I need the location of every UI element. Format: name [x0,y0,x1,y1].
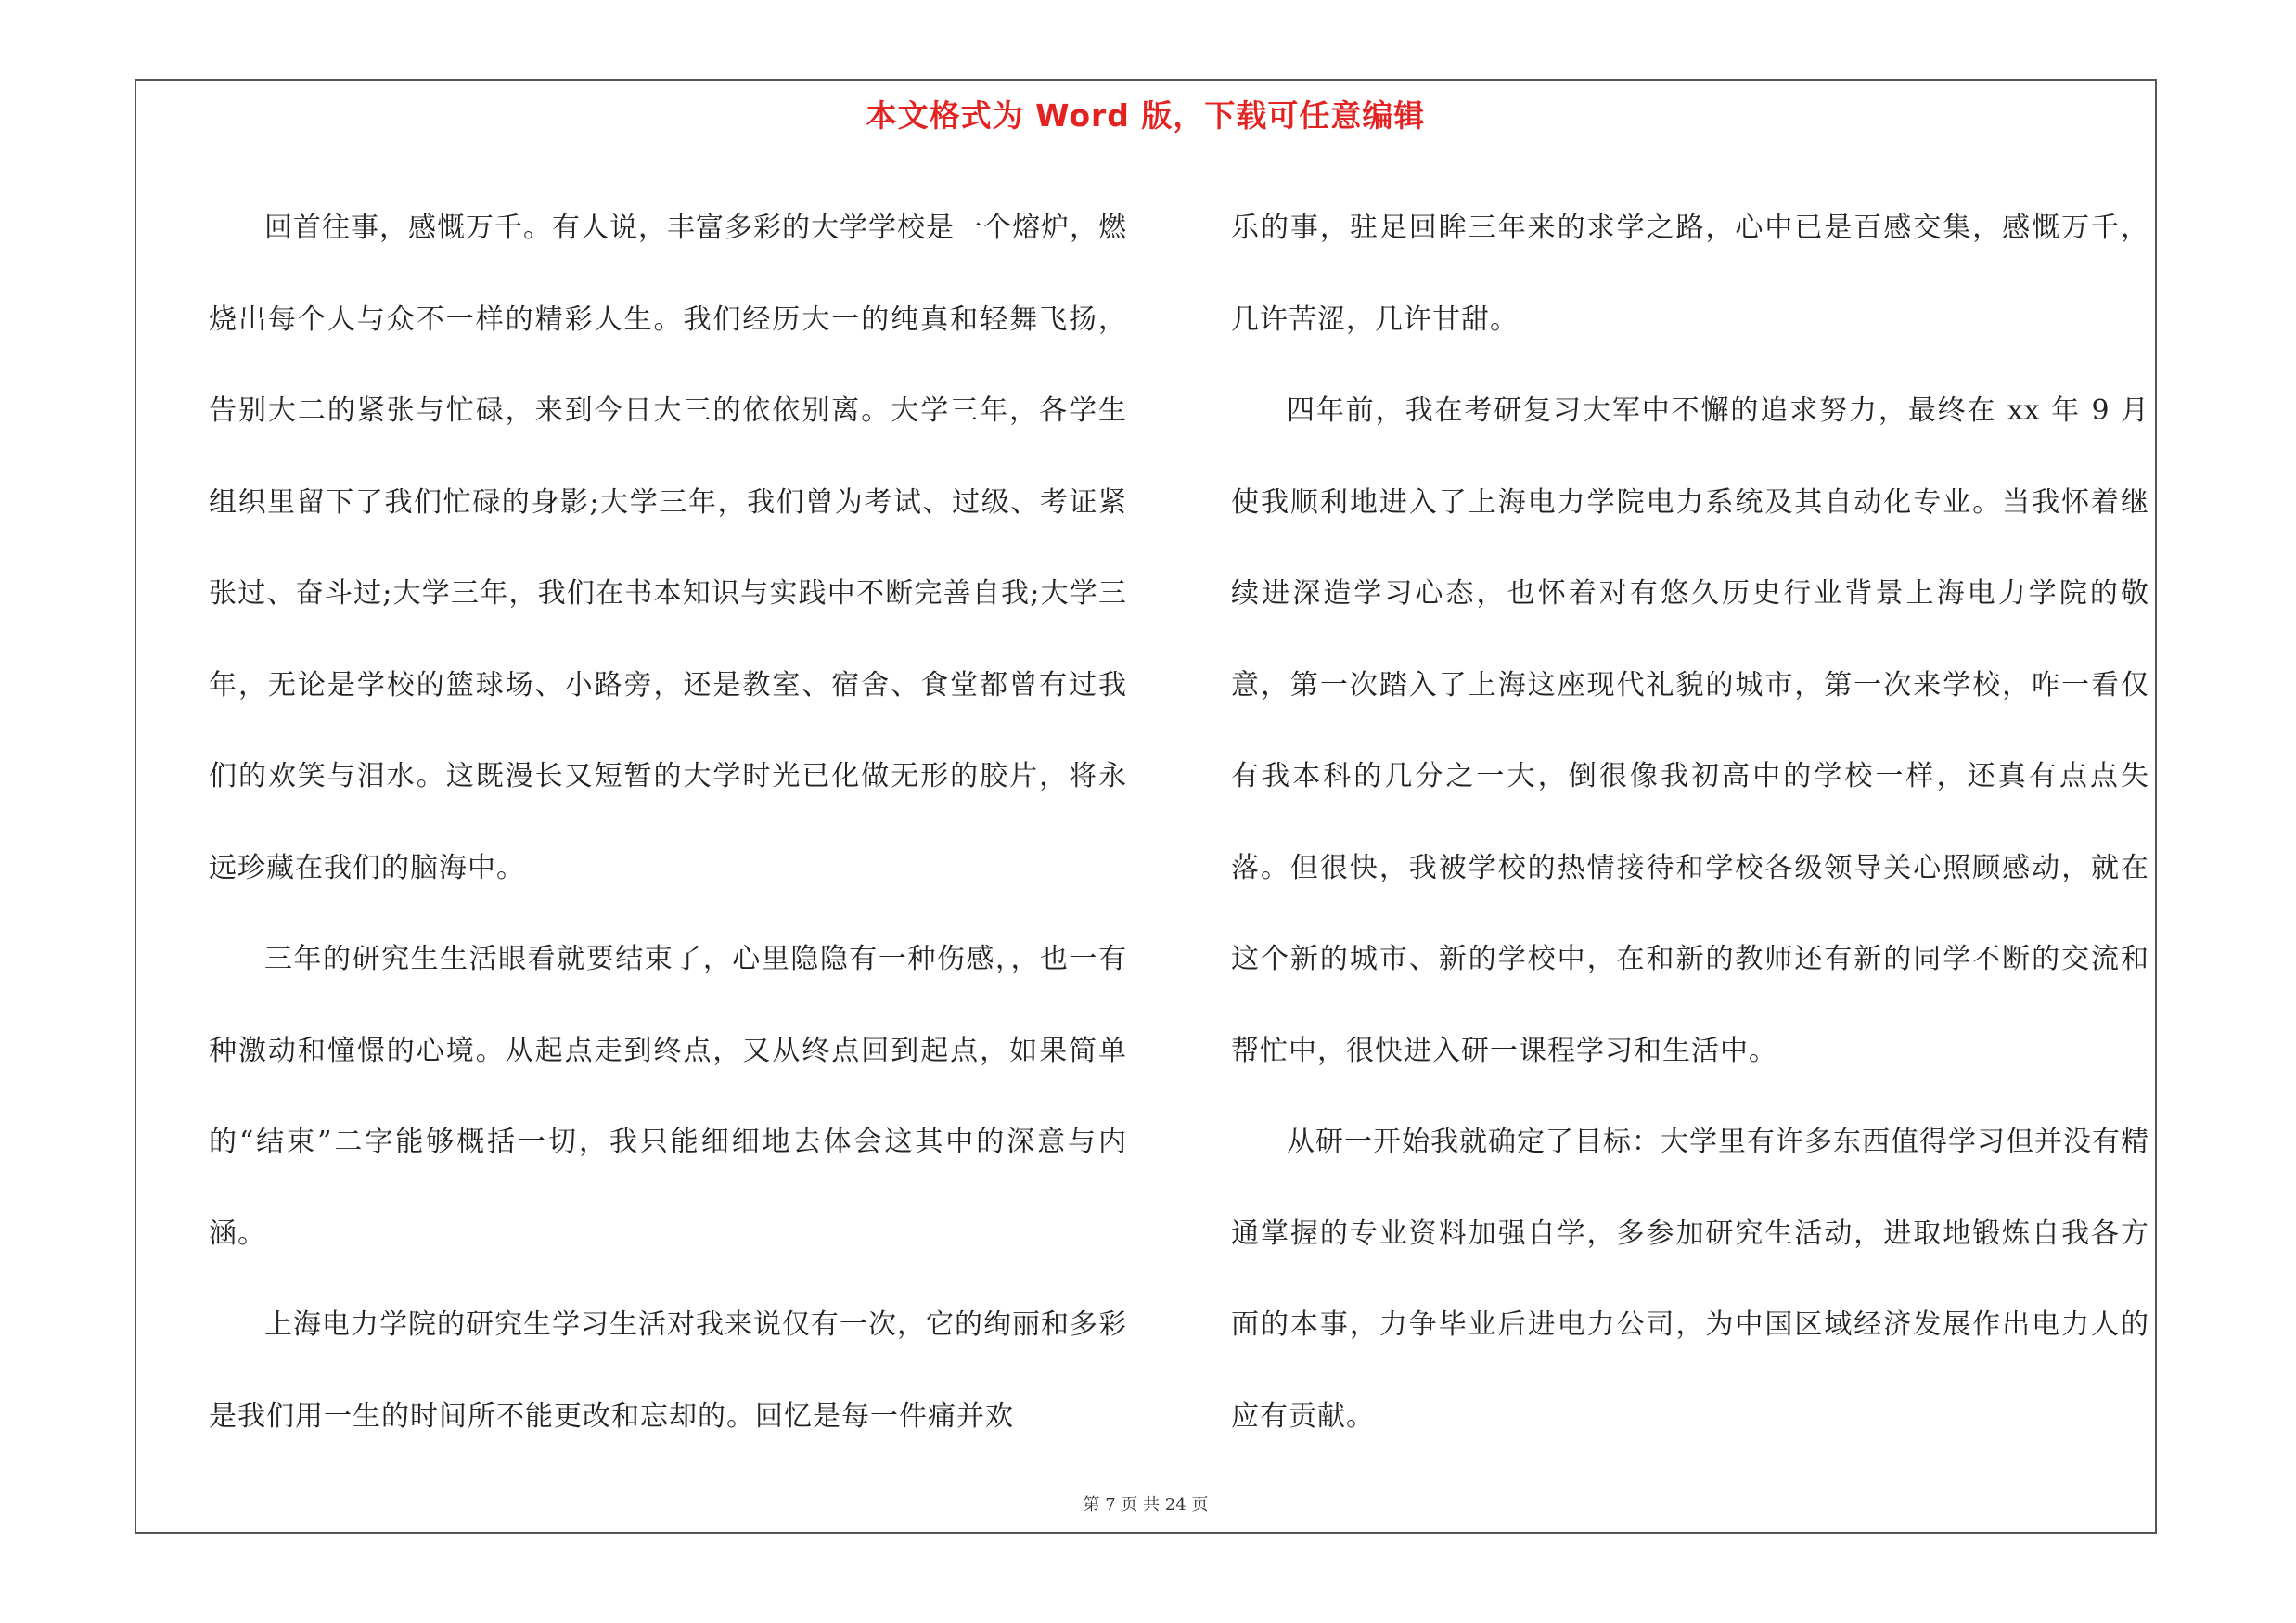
document-page [135,79,2157,1534]
left-text-column [209,183,1127,1462]
paragraph: 从研一开始我就确定了目标：大学里有许多东西值得学习但并没有精通掌握的专业资料加强自学，多参加研究生活动，进取地锻炼自我各方面的本事，力争毕业后进电力公司，为中国区域经济发展作出电力人的应有贡献。 [1231,1126,2149,1433]
paragraph: 三年的研究生生活眼看就要结束了，心里隐隐有一种伤感，，也一有种激动和憧憬的心境。从起点走到终点，又从终点回到起点，如果简单的“结束”二字能够概括一切，我只能细细地去体会这其中的深意与内涵。 [209,943,1127,1250]
page-number-footer: 第 7 页 共 24 页 [1083,1495,1209,1514]
paragraph: 上海电力学院的研究生学习生活对我来说仅有一次，它的绚丽和多彩是我们用一生的时间所不能更改和忘却的。回忆是每一件痛并欢 [209,1308,1127,1433]
right-text-column [1231,183,2149,1462]
paragraph-continuation: 乐的事，驻足回眸三年来的求学之路，心中已是百感交集，感慨万千，几许苦涩，几许甘甜。 [1231,212,2149,336]
format-notice-banner: 本文格式为 Word 版，下载可任意编辑 [866,97,1426,134]
paragraph: 四年前，我在考研复习大军中不懈的追求努力，最终在 xx 年 9 月使我顺利地进入了上海电力学院电力系统及其自动化专业。当我怀着继续进深造学习心态，也怀着对有悠久历史行业背景上海电力学院的敬意，第一次踏入了上海这座现代礼貌的城市，第一次来学校，咋一看仅有我本科的几分之一大，倒很像我初高中的学校一样，还真有点点失落。但很快，我被学校的热情接待和学校各级领导关心照顾感动，就在这个新的城市、新的学校中，在和新的教师还有新的同学不断的交流和帮忙中，很快进入研一课程学习和生活中。 [1231,394,2149,1067]
paragraph: 回首往事，感慨万千。有人说，丰富多彩的大学学校是一个熔炉，燃烧出每个人与众不一样的精彩人生。我们经历大一的纯真和轻舞飞扬，告别大二的紧张与忙碌，来到今日大三的依依别离。大学三年，各学生组织里留下了我们忙碌的身影;大学三年，我们曾为考试、过级、考证紧张过、奋斗过;大学三年，我们在书本知识与实践中不断完善自我;大学三年，无论是学校的篮球场、小路旁，还是教室、宿舍、食堂都曾有过我们的欢笑与泪水。这既漫长又短暂的大学时光已化做无形的胶片，将永远珍藏在我们的脑海中。 [209,212,1127,884]
